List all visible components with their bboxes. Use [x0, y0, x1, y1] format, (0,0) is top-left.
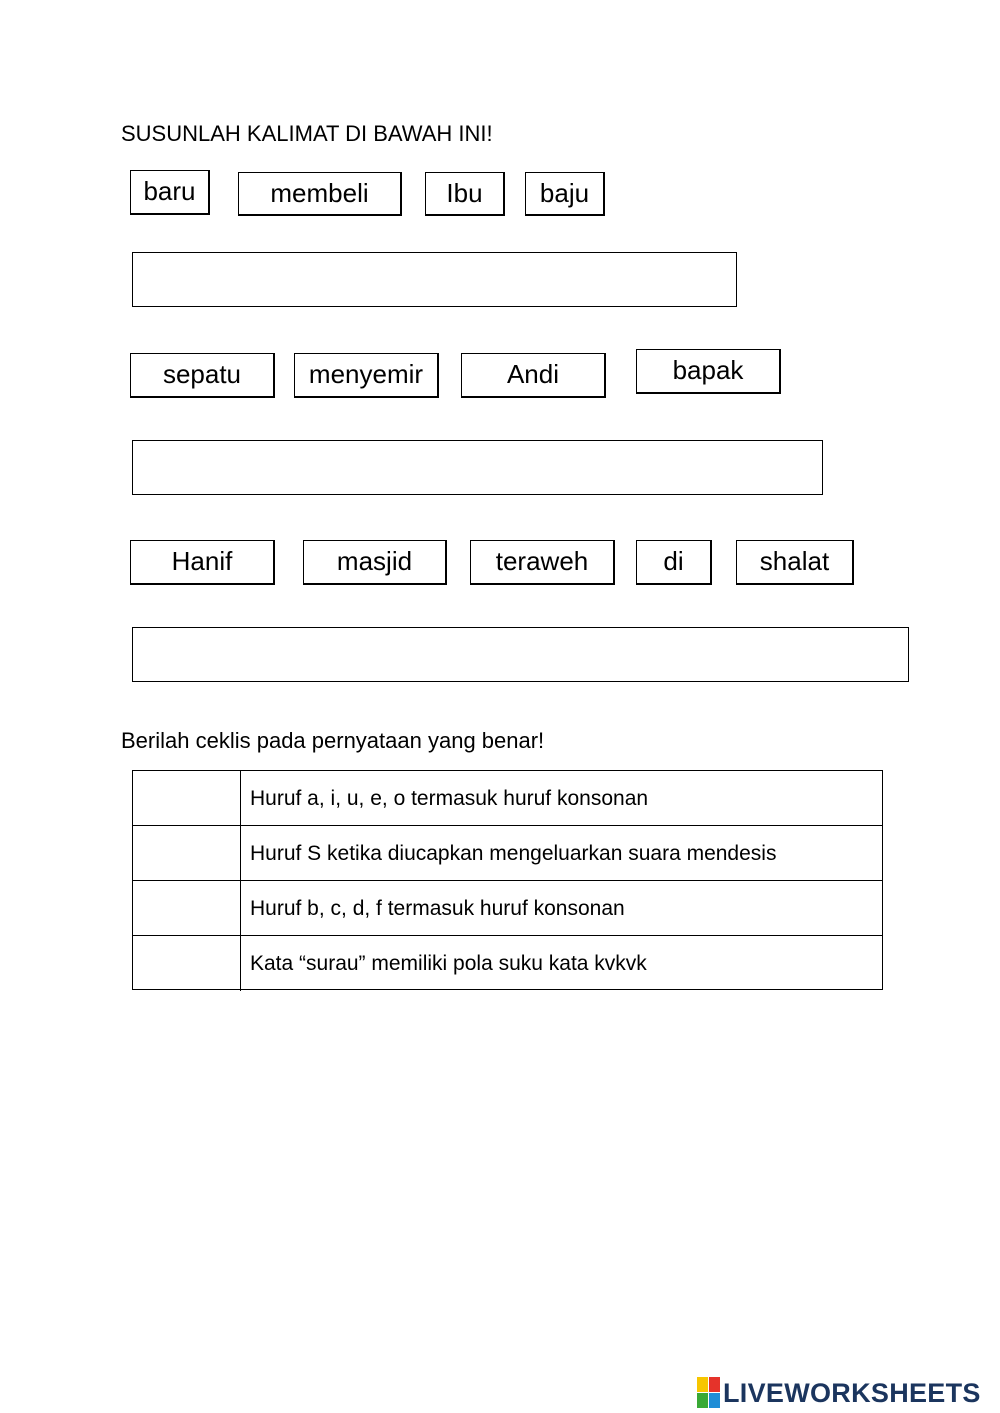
brand-footer: [697, 1377, 981, 1409]
section2-title: Berilah ceklis pada pernyataan yang benar!: [121, 728, 545, 753]
table-row: [133, 881, 882, 936]
word-tile[interactable]: baju: [525, 172, 605, 216]
check-cell[interactable]: [133, 771, 241, 825]
table-row: [133, 826, 882, 881]
word-tile[interactable]: baru: [130, 170, 210, 215]
word-tile[interactable]: shalat: [736, 540, 854, 585]
word-tile[interactable]: teraweh: [470, 540, 615, 585]
word-tile[interactable]: di: [636, 540, 712, 585]
liveworksheets-logo-icon: [697, 1377, 721, 1409]
check-cell[interactable]: [133, 936, 241, 991]
table-row: [133, 771, 882, 826]
word-tile[interactable]: menyemir: [294, 353, 439, 398]
word-tile[interactable]: Andi: [461, 353, 606, 398]
statement-text: Huruf S ketika diucapkan mengeluarkan suara mendesis: [250, 842, 777, 865]
table-row: [133, 936, 882, 991]
word-tile[interactable]: Hanif: [130, 540, 275, 585]
answer-box-1[interactable]: [132, 252, 737, 307]
word-tile[interactable]: bapak: [636, 349, 781, 394]
statement-text: Huruf a, i, u, e, o termasuk huruf konsonan: [250, 787, 649, 810]
word-tile[interactable]: Ibu: [425, 172, 505, 216]
word-tile[interactable]: sepatu: [130, 353, 275, 398]
brand-name: LIVEWORKSHEETS: [723, 1377, 981, 1408]
statement-text: Kata “surau” memiliki pola suku kata kvkvk: [250, 952, 647, 975]
statement-text: Huruf b, c, d, f termasuk huruf konsonan: [250, 897, 625, 920]
check-cell[interactable]: [133, 881, 241, 935]
section1-title: SUSUNLAH KALIMAT DI BAWAH INI!: [121, 121, 493, 146]
statements-table: [132, 770, 883, 990]
word-tile[interactable]: membeli: [238, 172, 402, 216]
answer-box-2[interactable]: [132, 440, 823, 495]
word-tile[interactable]: masjid: [303, 540, 447, 585]
answer-box-3[interactable]: [132, 627, 909, 682]
check-cell[interactable]: [133, 826, 241, 880]
